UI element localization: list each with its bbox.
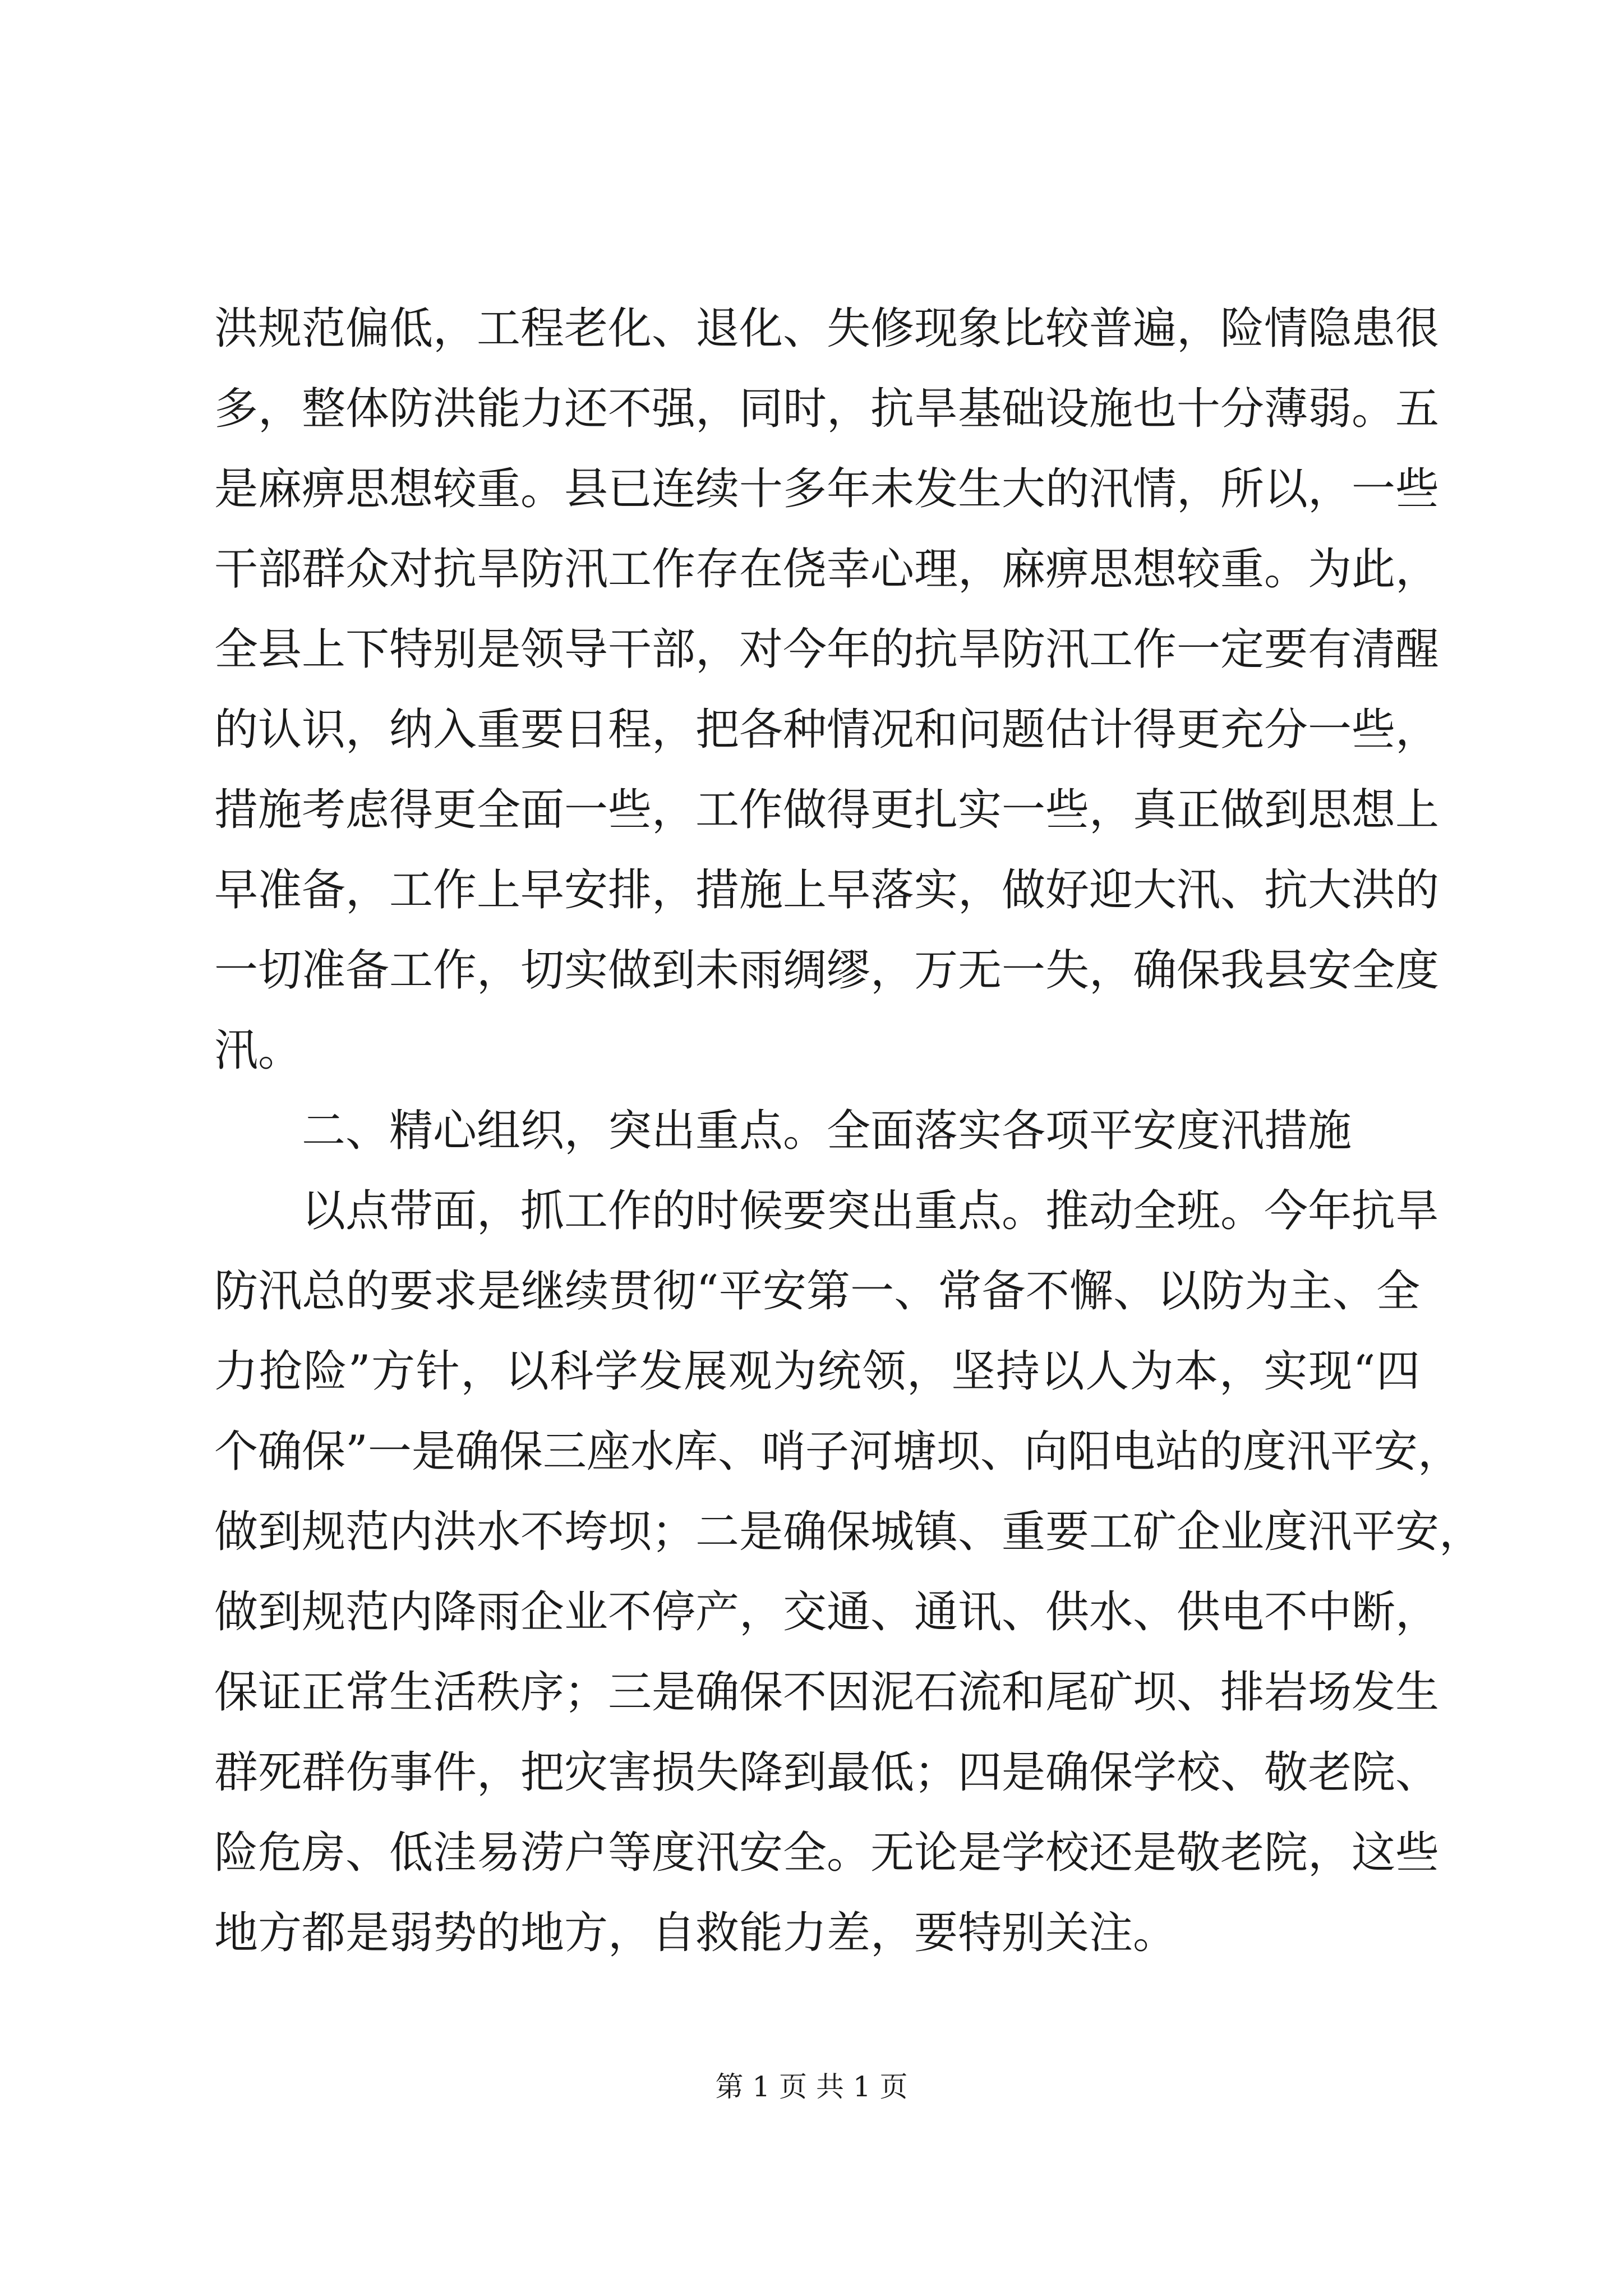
page-number: 第 1 页 共 1 页 (715, 2070, 908, 2103)
text-line: 地方都是弱势的地方，自救能力差，要特别关注。 (214, 1908, 1177, 1958)
text-line: 防汛总的要求是继续贯彻“平安第一、常备不懈、以防为主、全 (214, 1266, 1420, 1317)
section-heading: 二、精心组织，突出重点。全面落实各项平安度汛措施 (302, 1106, 1352, 1156)
text-line: 干部群众对抗旱防汛工作存在侥幸心理，麻痹思想较重。为此， (214, 544, 1440, 595)
text-line: 的认识，纳入重要日程，把各种情况和问题估计得更充分一些， (214, 705, 1440, 755)
document-body (214, 289, 1483, 1973)
text-line: 做到规范内洪水不垮坝；二是确保城镇、重要工矿企业度汛平安， (214, 1507, 1483, 1557)
text-line: 是麻痹思想较重。县已连续十多年未发生大的汛情，所以，一些 (214, 464, 1440, 514)
text-line: 保证正常生活秩序；三是确保不因泥石流和尾矿坝、排岩场发生 (214, 1667, 1440, 1718)
text-line: 做到规范内降雨企业不停产，交通、通讯、供水、供电不中断， (214, 1587, 1440, 1637)
text-line: 以点带面，抓工作的时候要突出重点。推动全班。今年抗旱 (302, 1186, 1440, 1236)
text-line: 一切准备工作，切实做到未雨绸缪，万无一失，确保我县安全度 (214, 945, 1440, 996)
text-line: 早准备，工作上早安排，措施上早落实，做好迎大汛、抗大洪的 (214, 865, 1440, 915)
text-line: 洪规范偏低，工程老化、退化、失修现象比较普遍，险情隐患很 (214, 303, 1440, 354)
text-line: 措施考虑得更全面一些，工作做得更扎实一些，真正做到思想上 (214, 785, 1440, 835)
text-line: 群死群伤事件，把灾害损失降到最低；四是确保学校、敬老院、 (214, 1747, 1440, 1798)
text-line: 力抢险”方针，以科学发展观为统领，坚持以人为本，实现“四 (214, 1346, 1420, 1397)
text-line: 全县上下特别是领导干部，对今年的抗旱防汛工作一定要有清醒 (214, 624, 1440, 675)
text-line: 个确保”一是确保三座水库、哨子河塘坝、向阳电站的度汛平安， (214, 1427, 1461, 1477)
text-line: 汛。 (214, 1025, 302, 1076)
text-line: 险危房、低洼易涝户等度汛安全。无论是学校还是敬老院，这些 (214, 1828, 1440, 1878)
page-footer (0, 2064, 1623, 2105)
text-line: 多，整体防洪能力还不强，同时，抗旱基础设施也十分薄弱。五 (214, 384, 1440, 434)
